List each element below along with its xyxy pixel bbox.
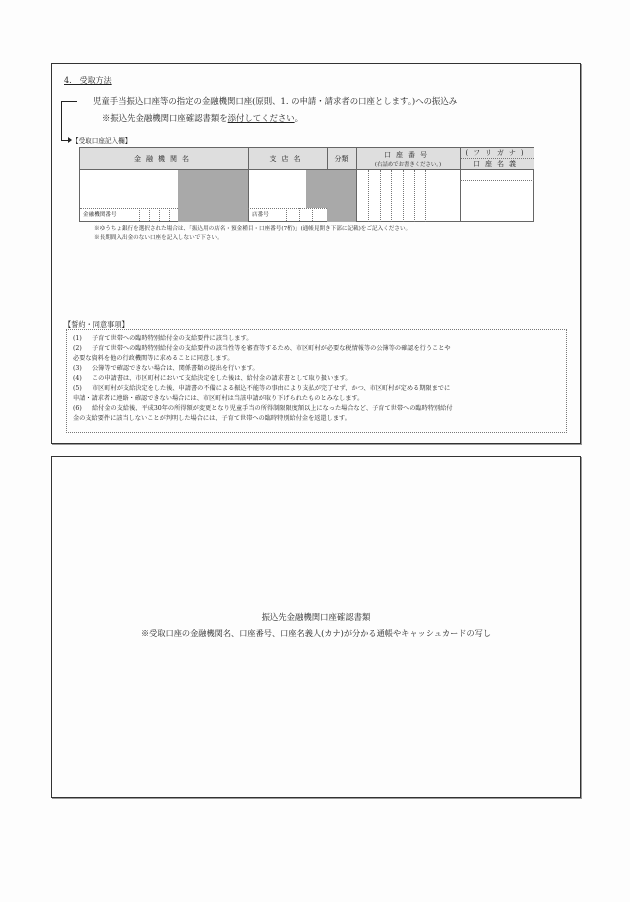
bank-code-label-text: 金融機関番号 [83,212,117,218]
attach-instruction [102,112,303,124]
attach-prefix: ※振込先金融機関口座確認書類を [102,113,228,123]
item-number: (2) [73,345,82,352]
receipt-method-section [51,63,581,444]
account-number-digit[interactable] [403,170,414,222]
bank-name-input[interactable] [80,170,178,208]
furigana-input[interactable] [460,170,534,181]
item-number: (3) [73,365,82,372]
item-text: 公簿等で確認できない場合は、関係書類の提出を行います。 [92,365,259,372]
header-category: 分類 [327,148,356,170]
header-account-number [356,148,460,170]
branch-code-label: 店番号 [252,212,269,218]
account-holder-input[interactable] [460,181,534,222]
item-text: この申請書は、市区町村において支給決定をした後は、給付金の請求書として取り扱います。 [92,375,352,382]
transfer-option-text: 児童手当振込口座等の指定の金融機関口座(原則、1. の申請・請求者の口座とします。)への振込み [93,96,458,106]
attach-underlined: 添付してください [227,113,295,123]
item-number: (6) [73,405,82,412]
account-number-digit[interactable] [368,170,380,222]
header-account-holder: 口座名義 [460,159,534,170]
agreement-item-continued: 必要な資料を他の行政機関等に求めることに同意します。 [73,355,234,362]
agreement-item [73,343,451,352]
account-number-digit[interactable] [380,170,391,222]
account-table [79,147,534,222]
attach-suffix: 。 [294,113,303,123]
bank-code-digit[interactable] [149,208,159,222]
agreement-item [73,403,453,412]
account-number-digit[interactable] [425,170,437,222]
category-shaded [327,170,356,222]
item-number: (4) [73,375,82,382]
agreement-item [73,383,450,392]
item-text: 市区町村が支給決定をした後、申請書の不備による振込不能等の事由により支払が完了せず、かつ、市区町村が定める期限までに [92,385,451,392]
branch-code-digit[interactable] [299,208,312,222]
item-text: 子育て世帯への臨時特別給付金の支給要件に該当します。 [92,335,253,342]
branch-code-digit[interactable] [312,208,327,222]
attachment-subtitle: ※受取口座の金融機関名、口座番号、口座名義人(カナ)が分かる通帳やキャッシュカードの写し [140,628,492,638]
agreement-item-continued: 申請・請求者に連絡・確認できない場合には、市区町村は当該申請が取り下げられたものとみなします。 [73,395,364,402]
header-bank-name: 金融機関名 [80,148,248,170]
bank-code-digit[interactable] [159,208,169,222]
branch-type-shaded [306,170,327,208]
account-number-digit[interactable] [414,170,425,222]
bracket-line [61,101,62,141]
account-number-label: 口座番号 [384,150,432,159]
item-number: (5) [73,385,82,392]
account-number-digit[interactable] [391,170,403,222]
attachment-title: 振込先金融機関口座確認書類 [261,612,371,622]
attachment-area[interactable] [51,456,581,798]
branch-code-digit[interactable] [286,208,299,222]
agreement-item [73,373,351,382]
agreement-item-continued: 金の支給要件に該当しないことが判明した場合には、子育て世帯への臨時特別給付金を返還します。 [73,415,351,422]
bank-code-digit[interactable] [169,208,178,222]
bank-code-digit[interactable] [139,208,149,222]
header-furigana: (フリガナ) [460,148,534,159]
bank-type-shaded [178,170,248,222]
section-title: 4. 受取方法 [64,76,112,85]
account-number-note: (右詰めでお書きください。) [374,161,442,168]
agreement-title: 【誓約・同意事項】 [64,320,129,329]
branch-name-input[interactable] [248,170,306,208]
agreement-item [73,363,259,372]
yucho-note: ※ゆうちょ銀行を選択された場合は、「振込用の店名・預金種目・口座番号(7桁)」(通帳見開き下部に記載)をご記入ください。 [94,226,412,232]
header-branch-name: 支店名 [248,148,327,170]
agreement-box [66,329,567,433]
account-table-label: 【受取口座記入欄】 [72,137,132,145]
item-number: (1) [73,335,82,342]
bank-code-label [83,210,139,221]
item-text: 子育て世帯への臨時特別給付金の支給要件の該当性等を審査等するため、市区町村が必要な税情報等の公簿等の確認を行うことや [92,345,451,352]
dormant-account-note: ※長期間入出金のない口座を記入しないで下さい。 [94,235,223,241]
item-text: 給付金の支給後、平成30年の所得額が変更となり児童手当の所得制限限度額以上になった場合など、子育て世帯への臨時特別給付 [92,405,453,412]
agreement-item [73,333,252,342]
bracket-line [61,101,77,102]
account-number-digit[interactable] [356,170,368,222]
